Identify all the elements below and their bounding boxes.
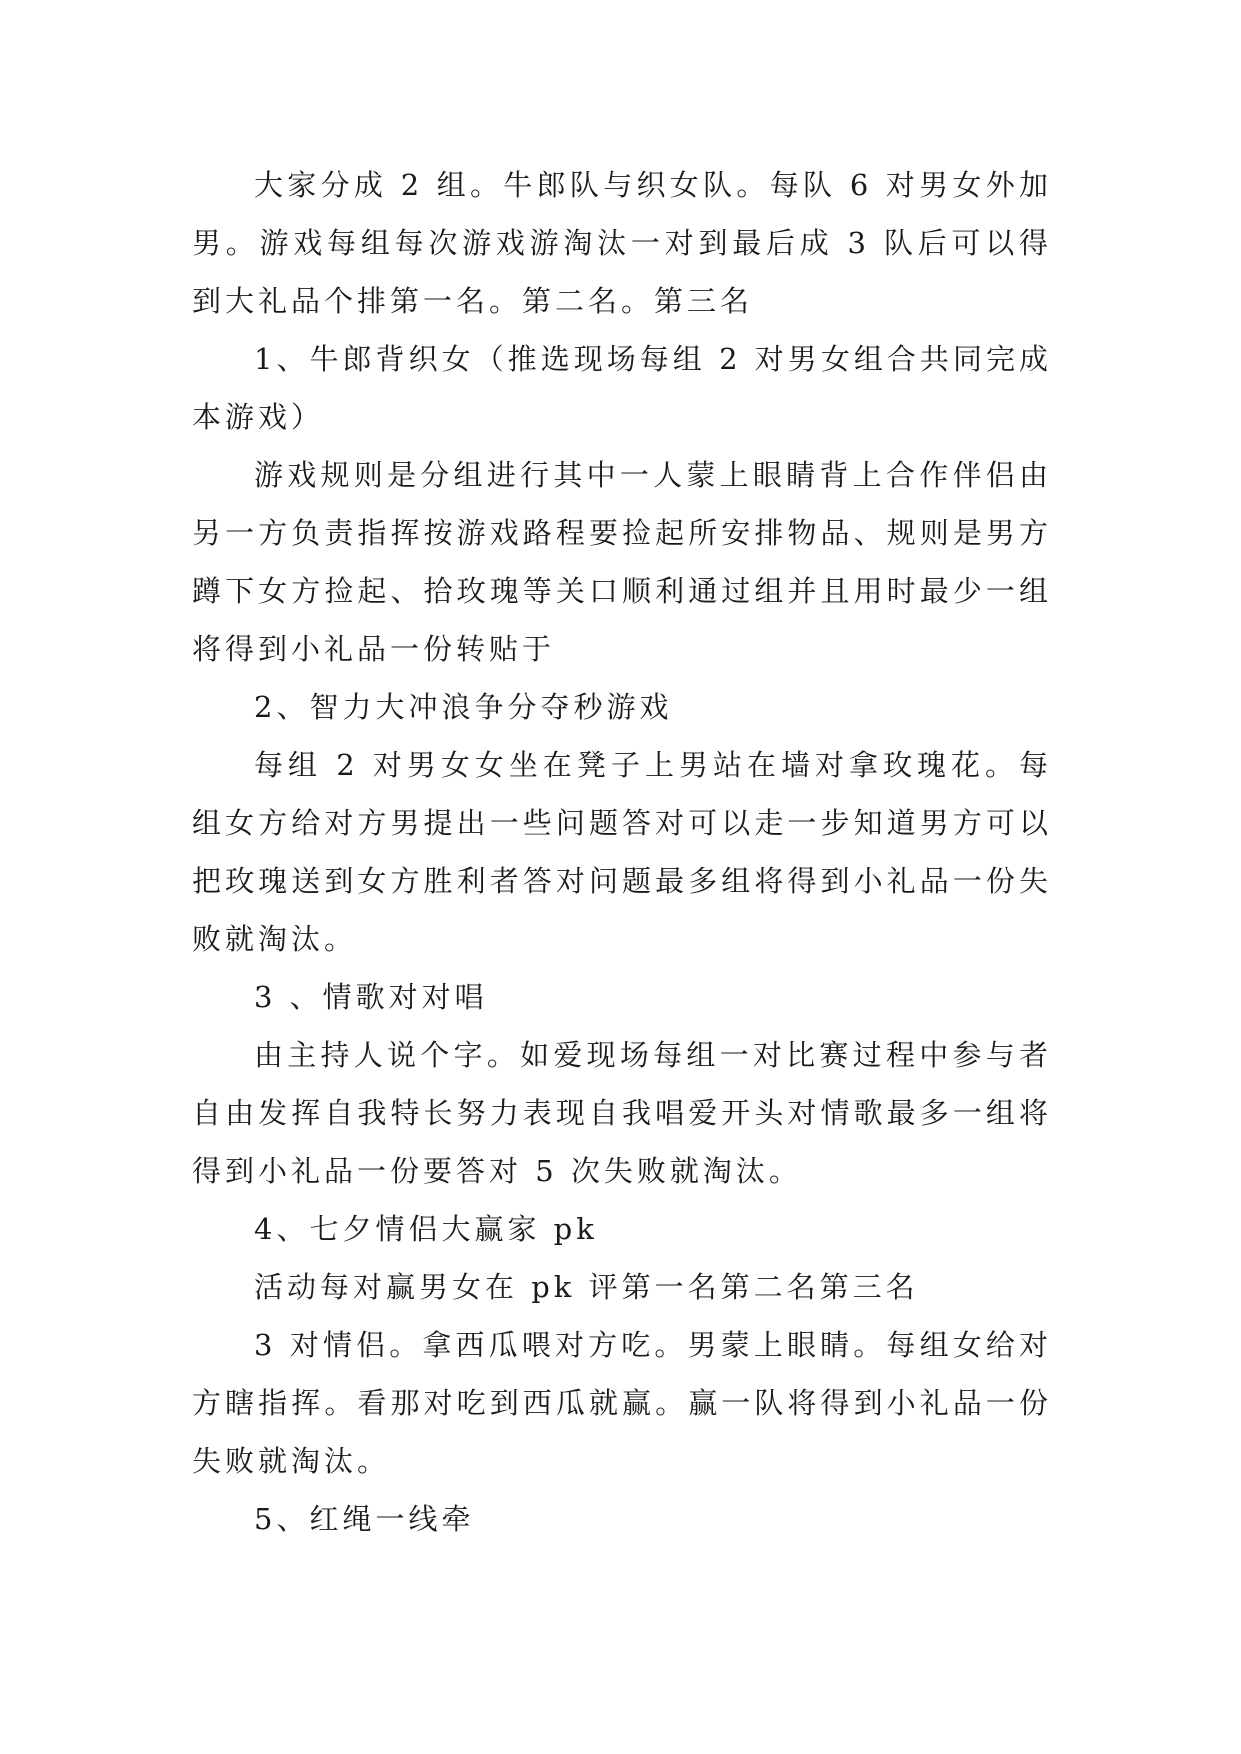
heading-game-1: 1、牛郎背织女（推选现场每组 2 对男女组合共同完成本游戏）: [192, 342, 1052, 434]
paragraph-game-4-scoring: 活动每对赢男女在 pk 评第一名第二名第三名: [254, 1270, 919, 1304]
paragraph-intro: 大家分成 2 组。牛郎队与织女队。每队 6 对男女外加男。游戏每组每次游戏游淘汰一对到最后成 3 队后可以得到大礼品个排第一名。第二名。第三名: [192, 168, 1052, 318]
paragraph-game-1-rules: 游戏规则是分组进行其中一人蒙上眼睛背上合作伴侣由另一方负责指挥按游戏路程要捡起所安排物品、规则是男方蹲下女方捡起、拾玫瑰等关口顺利通过组并且用时最少一组将得到小礼品一份转贴于: [192, 458, 1052, 666]
heading-game-4: 4、七夕情侣大赢家 pk: [254, 1212, 598, 1246]
heading-game-2: 2、智力大冲浪争分夺秒游戏: [254, 690, 673, 724]
heading-game-5: 5、红绳一线牵: [254, 1502, 475, 1536]
document-body: [192, 156, 1052, 1548]
paragraph-game-4-rules: 3 对情侣。拿西瓜喂对方吃。男蒙上眼睛。每组女给对方瞎指挥。看那对吃到西瓜就赢。赢一队将得到小礼品一份失败就淘汰。: [192, 1328, 1052, 1478]
paragraph-game-3-rules: 由主持人说个字。如爱现场每组一对比赛过程中参与者自由发挥自我特长努力表现自我唱爱开头对情歌最多一组将得到小礼品一份要答对 5 次失败就淘汰。: [192, 1038, 1052, 1188]
heading-game-3: 3 、情歌对对唱: [254, 980, 488, 1014]
paragraph-game-2-rules: 每组 2 对男女女坐在凳子上男站在墙对拿玫瑰花。每组女方给对方男提出一些问题答对可以走一步知道男方可以把玫瑰送到女方胜利者答对问题最多组将得到小礼品一份失败就淘汰。: [192, 748, 1052, 956]
